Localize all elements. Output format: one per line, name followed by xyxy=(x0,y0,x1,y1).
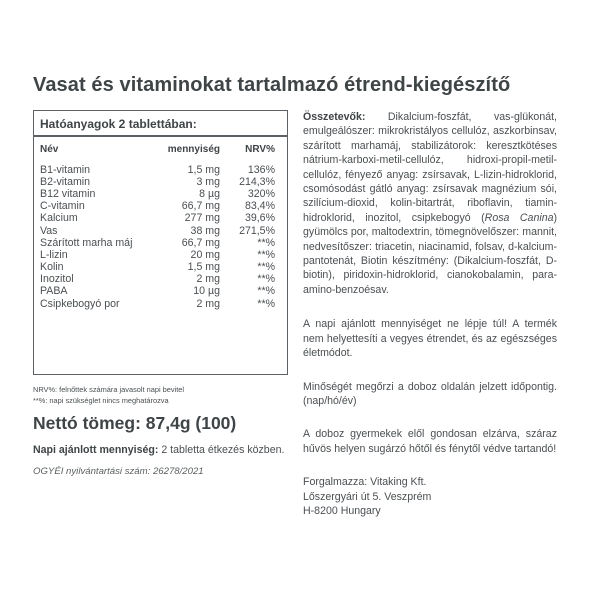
cell-amount: 66,7 mg xyxy=(181,200,220,213)
cell-amount: 2 mg xyxy=(196,297,220,310)
table-row xyxy=(40,261,287,273)
cell-name: PABA xyxy=(40,285,68,298)
table-row xyxy=(40,249,287,261)
daily-dose-label: Napi ajánlott mennyiség: xyxy=(33,444,159,456)
cell-name: Csipkebogyó por xyxy=(40,297,120,310)
daily-dose-text: 2 tabletta étkezés közben. xyxy=(158,444,285,456)
ingredients-paragraph xyxy=(303,110,557,297)
table-divider xyxy=(34,135,287,137)
cell-nrv: **% xyxy=(257,236,275,249)
cell-amount: 1,5 mg xyxy=(187,163,220,176)
table-row xyxy=(40,212,287,224)
cell-amount: 20 mg xyxy=(190,248,220,261)
table-row xyxy=(40,176,287,188)
cell-amount: 1,5 mg xyxy=(187,261,220,274)
cell-name: Szárított marha máj xyxy=(40,236,133,249)
distributor-line-3: H-8200 Hungary xyxy=(303,504,381,517)
table-heading: Hatóanyagok 2 tablettában: xyxy=(40,117,197,131)
cell-name: B1-vitamin xyxy=(40,163,91,176)
cell-nrv: 136% xyxy=(247,163,275,176)
warning-best-before: Minőségét megőrzi a doboz oldalán jelzett időpontig. (nap/hó/év) xyxy=(303,380,557,407)
cell-name: Inozitol xyxy=(40,273,74,286)
table-row xyxy=(40,273,287,285)
col-nrv-header: NRV% xyxy=(245,143,275,155)
cell-amount: 8 µg xyxy=(199,187,220,200)
page-title: Vasat és vitaminokat tartalmazó étrend-kiegészítő xyxy=(33,74,511,96)
distributor-line-2: Lőszergyári út 5. Veszprém xyxy=(303,490,432,503)
cell-name: Kalcium xyxy=(40,212,78,225)
cell-amount: 10 µg xyxy=(193,285,220,298)
cell-amount: 38 mg xyxy=(190,224,220,237)
col-amount-header: mennyiség xyxy=(167,143,220,155)
distributor xyxy=(303,475,557,518)
net-weight: Nettó tömeg: 87,4g (100) xyxy=(33,413,237,433)
distributor-line-1: Forgalmazza: Vitaking Kft. xyxy=(303,476,427,489)
table-row xyxy=(40,298,287,310)
table-body xyxy=(40,164,287,310)
cell-name: C-vitamin xyxy=(40,200,85,213)
cell-nrv: **% xyxy=(257,261,275,274)
cell-nrv: **% xyxy=(257,273,275,286)
warning-storage: A doboz gyermekek elől gondosan elzárva, száraz hűvös helyen sugárzó hőtől és fénytől védve tartandó! xyxy=(303,428,557,455)
note-nrv: NRV%: felnőttek számára javasolt napi bevitel xyxy=(33,385,185,394)
note-star: **%: napi szükséglet nincs meghatározva xyxy=(33,396,169,405)
cell-nrv: 271,5% xyxy=(239,224,275,237)
table-row xyxy=(40,285,287,297)
registration-number: OGYÉI nyilvántartási szám: 26278/2021 xyxy=(33,466,204,477)
cell-name: Vas xyxy=(40,224,58,237)
cell-name: L-lizin xyxy=(40,248,68,261)
daily-dose xyxy=(33,443,288,458)
warning-dosage: A napi ajánlott mennyiséget ne lépje túl! A termék nem helyettesíti a vegyes étrendet, és az egészséges életmódot. xyxy=(303,318,557,360)
cell-nrv: 83,4% xyxy=(244,200,275,213)
cell-nrv: **% xyxy=(257,297,275,310)
table-row xyxy=(40,164,287,176)
cell-name: B2-vitamin xyxy=(40,175,91,188)
cell-nrv: 39,6% xyxy=(244,212,275,225)
table-header-row xyxy=(40,139,287,160)
cell-amount: 2 mg xyxy=(196,273,220,286)
cell-nrv: **% xyxy=(257,285,275,298)
ingredients-text-2: ) gyümölcs por, maltodextrin, tömegnövelőszer: mannit, nedvesítőszer: triacetin, niacinamid, folsav, d-kalcium-pantotenát, Biotin készítmény: (Dikalcium-foszfát, D-biotin), piridoxin-hidroklorid, cianokobalamin, para-amino-benzoésav. xyxy=(303,211,558,296)
table-row xyxy=(40,188,287,200)
col-name-header: Név xyxy=(40,143,59,155)
cell-nrv: 320% xyxy=(247,187,275,200)
left-column xyxy=(33,110,288,477)
ingredients-text-1: Dikalcium-foszfát, vas-glükonát, emulgeálószer: mikrokristályos cellulóz, aszkorbinsav, szárított marhamáj, stabilizátorok: keresztkötéses nátrium-karboxi-metil-cellulóz, hidroxi-propil-metil-cellulóz, fényező anyag: zsírsavak, L-lizin-hidroklorid, csomósodást gátló anyag: zsírsavak magnézium sói, szilícium-dioxid, kolin-bitartrát, riboflavin, tiamin-hidroklorid, inozitol, csipkebogyó ( xyxy=(303,111,557,224)
ingredients-label: Összetevők: xyxy=(303,111,366,123)
table-notes xyxy=(33,384,288,406)
cell-amount: 66,7 mg xyxy=(181,236,220,249)
table-row xyxy=(40,225,287,237)
right-column xyxy=(303,110,557,518)
cell-amount: 277 mg xyxy=(184,212,220,225)
table-row xyxy=(40,200,287,212)
table-row xyxy=(40,237,287,249)
cell-name: B12 vitamin xyxy=(40,187,96,200)
cell-amount: 3 mg xyxy=(196,175,220,188)
cell-nrv: 214,3% xyxy=(239,175,275,188)
cell-nrv: **% xyxy=(257,248,275,261)
cell-name: Kolin xyxy=(40,261,64,274)
ingredients-table xyxy=(33,110,288,375)
ingredients-latin-name: Rosa Canina xyxy=(484,211,554,224)
